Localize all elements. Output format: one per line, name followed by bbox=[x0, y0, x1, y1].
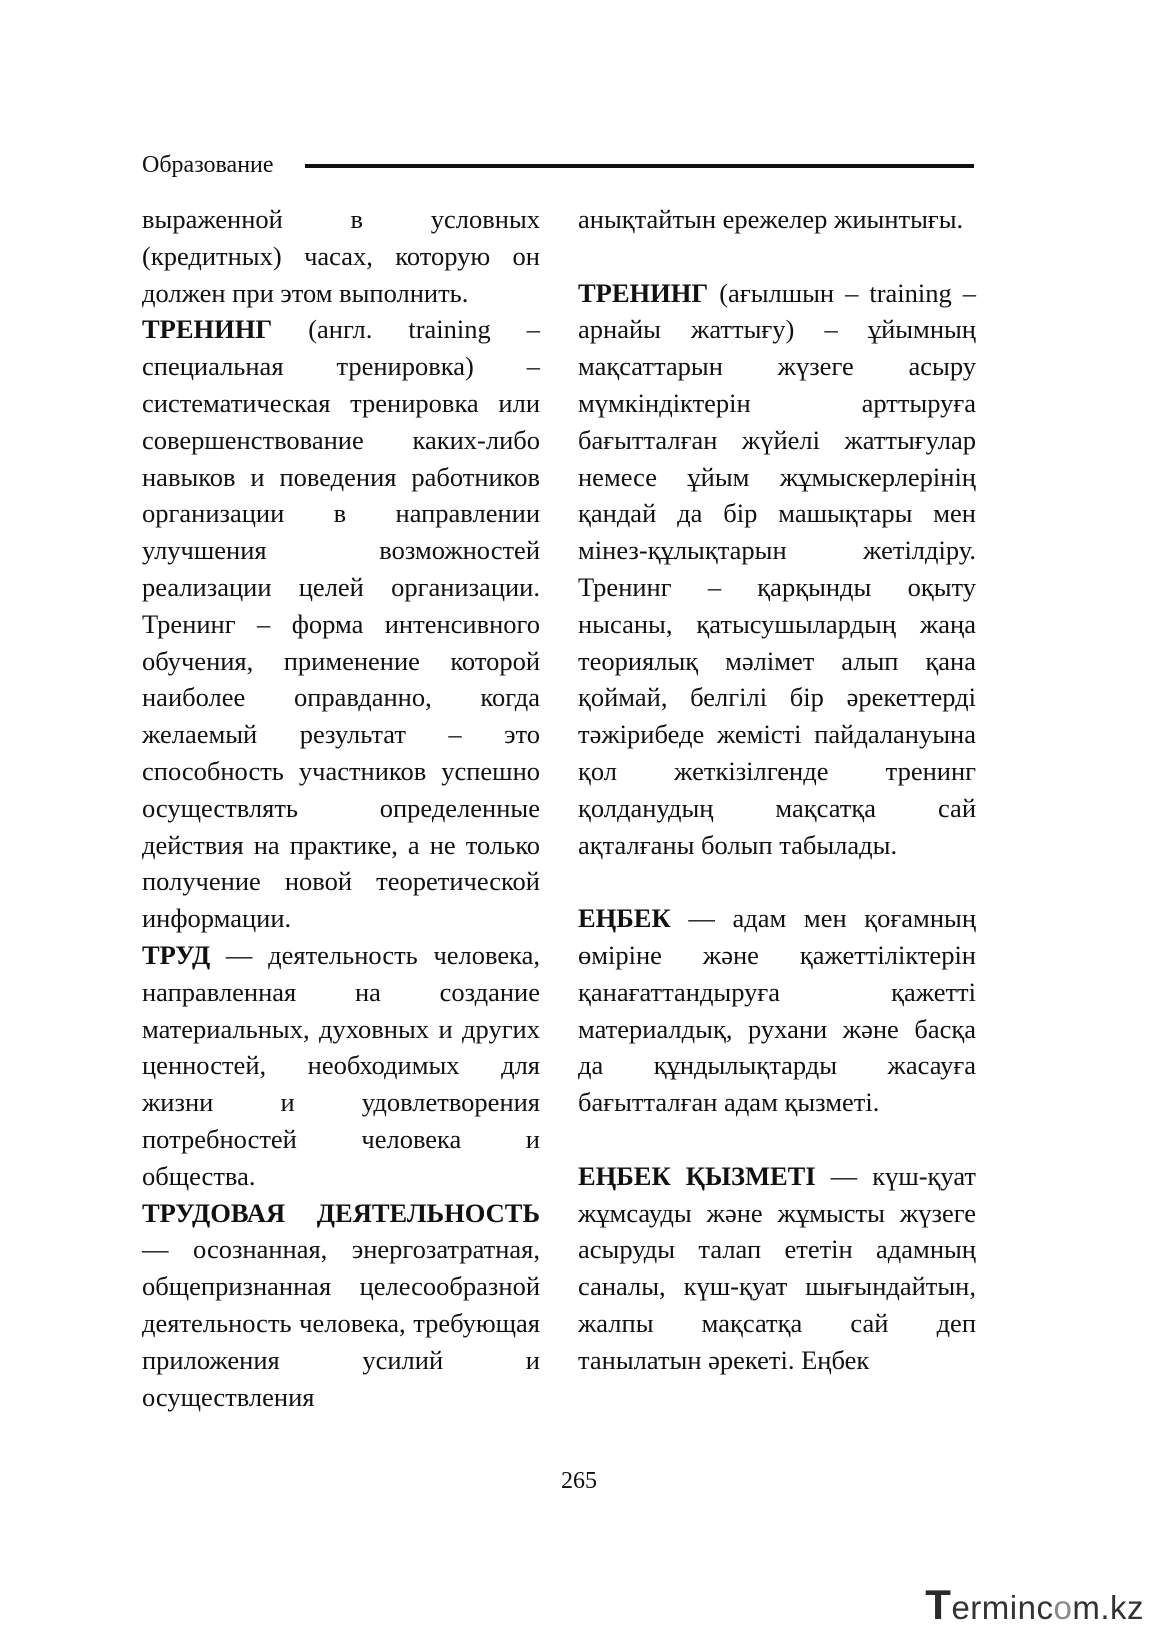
entry-term: ТРУД bbox=[142, 939, 211, 970]
watermark-letter: T bbox=[925, 1581, 952, 1628]
entry-continuation bbox=[578, 201, 976, 238]
entry-term: ЕҢБЕК ҚЫЗМЕТІ bbox=[578, 1160, 816, 1191]
entry-text: — күш-қуат жұмсауды және жұмысты жүзеге асыруды талап ететін адамның саналы, күш-қуат шығындайтын, жалпы мақсатқа сай деп танылатын әрекеті. Еңбек bbox=[578, 1160, 976, 1375]
watermark-text: m.kz bbox=[1072, 1589, 1144, 1626]
entry-term: ТРЕНИНГ bbox=[142, 314, 273, 345]
entry-trudovaya-ru bbox=[142, 1195, 540, 1416]
entry-trening-kz bbox=[578, 275, 976, 864]
watermark-magnifier-icon: o bbox=[1053, 1589, 1073, 1626]
entry-term: ТРЕНИНГ bbox=[578, 277, 709, 308]
entry-term: ЕҢБЕК bbox=[578, 903, 671, 934]
entry-enbek-kyzmeti-kz bbox=[578, 1158, 976, 1379]
watermark-text: erminc bbox=[951, 1589, 1054, 1626]
entry-trud-ru bbox=[142, 937, 540, 1195]
header-rule bbox=[305, 164, 974, 168]
entry-text: выраженной в условных (кредитных) часах, которую он должен при этом выполнить. bbox=[142, 204, 540, 308]
header-title: Образование bbox=[142, 152, 274, 178]
entry-enbek-kz bbox=[578, 900, 976, 1121]
entry-text: (англ. training – специальная тренировка) – систематическая тренировка или совершенствование каких-либо навыков и поведения работников организации в направлении улучшения возможностей реализации целей организации. Тренинг – форма интенсивного обучения, применение которой наиболее оправданно, когда желаемый результат – это способность участников успешно осуществлять определенные действия на практике, а не только получение новой теоретической информации. bbox=[142, 314, 540, 934]
entry-text: — осознанная, энергозатратная, общепризнанная целесообразной деятельность человека, требующая приложения усилий и осуществления bbox=[142, 1234, 540, 1412]
entry-term: ТРУДОВАЯ ДЕЯТЕЛЬНОСТЬ bbox=[142, 1197, 540, 1228]
entry-trening-ru bbox=[142, 311, 540, 937]
right-column bbox=[578, 201, 976, 1379]
left-column bbox=[142, 201, 540, 1415]
entry-text: (ағылшын – training – арнайы жаттығу) – ұйымның мақсаттарын жүзеге асыру мүмкіндіктерін арттыруға бағытталған жүйелі жаттығулар немесе ұйым жұмыскерлерінің қандай да бір машықтары мен мінез-құлықтарын жетілдіру. Тренинг – қарқынды оқыту нысаны, қатысушылардың жаңа теориялық мәлімет алып қана қоймай, белгілі бір әрекеттерді тәжірибеде жемісті пайдалануына қол жеткізілгенде тренинг қолданудың мақсатқа сай ақталғаны болып табылады. bbox=[578, 277, 976, 860]
termincom-watermark bbox=[925, 1583, 1144, 1627]
entry-text: — адам мен қоғамның өміріне және қажеттіліктерін қанағаттандыруға қажетті материалдық, рухани және басқа да құндылықтарды жасауға бағытталған адам қызметі. bbox=[578, 903, 976, 1118]
entry-continuation bbox=[142, 201, 540, 311]
running-header bbox=[142, 148, 974, 184]
entry-text: анықтайтын ережелер жиынтығы. bbox=[578, 204, 964, 234]
page-number: 265 bbox=[561, 1468, 597, 1494]
entry-text: — деятельность человека, направленная на создание материальных, духовных и других ценностей, необходимых для жизни и удовлетворения потребностей человека и общества. bbox=[142, 939, 540, 1191]
